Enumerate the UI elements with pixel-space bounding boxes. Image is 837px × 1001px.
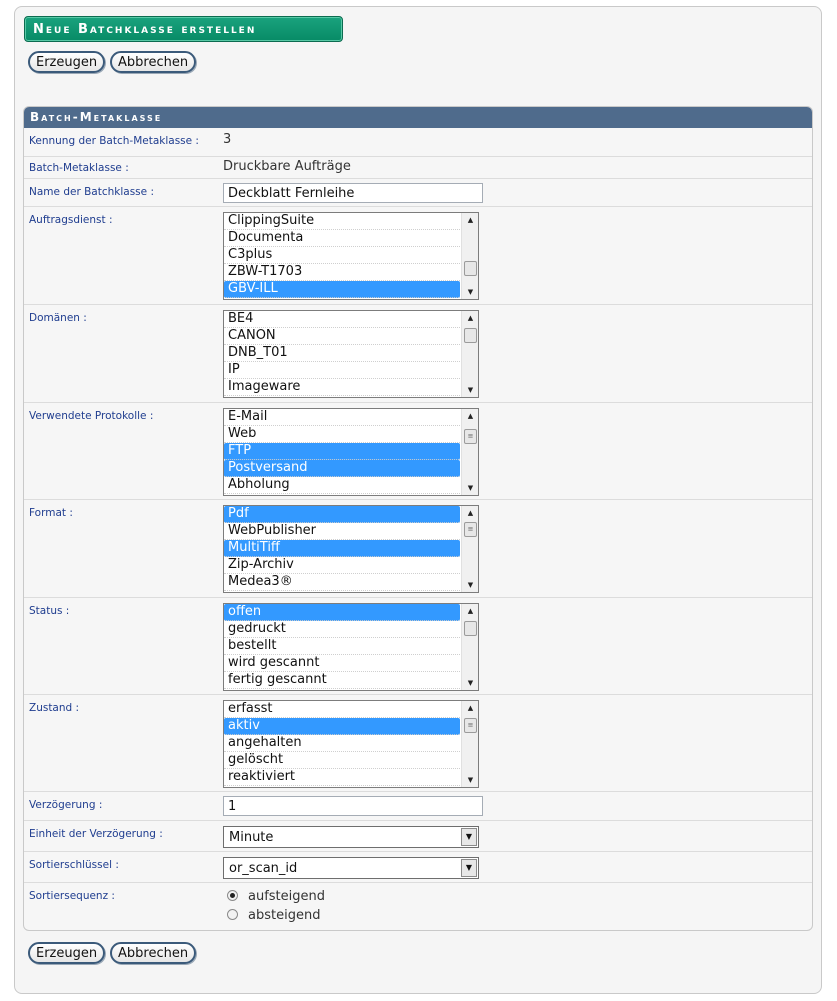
scroll-up-icon[interactable]: ▲ xyxy=(467,704,474,712)
metaclass-label: Batch-Metaklasse : xyxy=(29,162,129,174)
chevron-down-icon[interactable]: ▼ xyxy=(461,828,477,846)
row-delay xyxy=(24,792,813,821)
state-label: Zustand : xyxy=(29,702,80,714)
list-option[interactable]: Imageware xyxy=(224,379,460,396)
row-domains xyxy=(24,305,813,403)
list-option[interactable]: ZBW-T1703 xyxy=(224,264,460,281)
cancel-button-bottom[interactable]: Abbrechen xyxy=(110,942,196,964)
list-option[interactable]: C3plus xyxy=(224,247,460,264)
list-option[interactable]: Zip-Archiv xyxy=(224,557,460,574)
status-label: Status : xyxy=(29,605,70,617)
list-option[interactable]: DNB_T01 xyxy=(224,345,460,362)
row-delay-unit xyxy=(24,821,813,852)
list-option[interactable]: WebPublisher xyxy=(224,523,460,540)
sort-key-value: or_scan_id xyxy=(229,861,298,876)
delay-unit-label: Einheit der Verzögerung : xyxy=(29,828,163,840)
ascending-label: aufsteigend xyxy=(248,889,326,904)
protocols-listbox[interactable] xyxy=(223,408,479,496)
sort-ascending[interactable] xyxy=(227,889,325,907)
cancel-button-top[interactable]: Abbrechen xyxy=(110,51,196,73)
scroll-thumb[interactable] xyxy=(464,621,477,636)
name-label: Name der Batchklasse : xyxy=(29,186,154,198)
metaclass-value: Druckbare Aufträge xyxy=(223,159,351,174)
name-input[interactable] xyxy=(223,183,483,203)
domains-listbox[interactable] xyxy=(223,310,479,398)
list-option[interactable]: bestellt xyxy=(224,638,460,655)
row-name xyxy=(24,179,813,207)
delay-input[interactable] xyxy=(223,796,483,816)
id-label: Kennung der Batch-Metaklasse : xyxy=(29,135,199,147)
chevron-down-icon[interactable]: ▼ xyxy=(461,859,477,877)
delay-unit-value: Minute xyxy=(229,830,274,845)
radio-ascending[interactable] xyxy=(227,890,238,901)
list-option[interactable]: gelöscht xyxy=(224,752,460,769)
list-option[interactable]: ClippingSuite xyxy=(224,213,460,230)
descending-label: absteigend xyxy=(248,908,321,923)
list-option[interactable]: erfasst xyxy=(224,701,460,718)
list-option[interactable]: gedruckt xyxy=(224,621,460,638)
list-option[interactable]: Postversand xyxy=(224,460,460,477)
scroll-thumb[interactable]: ≡ xyxy=(464,718,477,733)
scroll-up-icon[interactable]: ▲ xyxy=(467,216,474,224)
protocols-scrollbar[interactable] xyxy=(461,409,478,495)
scroll-down-icon[interactable]: ▼ xyxy=(467,288,474,296)
sort-key-label: Sortierschlüssel : xyxy=(29,859,119,871)
list-option[interactable]: offen xyxy=(224,604,460,621)
list-option[interactable]: IP xyxy=(224,362,460,379)
list-option[interactable]: Medea3® xyxy=(224,574,460,591)
format-scrollbar[interactable] xyxy=(461,506,478,592)
list-option[interactable]: MultiTiff xyxy=(224,540,460,557)
list-option[interactable]: BE4 xyxy=(224,311,460,328)
list-option[interactable]: Web xyxy=(224,426,460,443)
sort-order-label: Sortiersequenz : xyxy=(29,890,115,902)
scroll-up-icon[interactable]: ▲ xyxy=(467,314,474,322)
row-format xyxy=(24,500,813,598)
create-button-bottom[interactable]: Erzeugen xyxy=(28,942,105,964)
scroll-down-icon[interactable]: ▼ xyxy=(467,776,474,784)
row-metaclass xyxy=(24,157,813,179)
scroll-down-icon[interactable]: ▼ xyxy=(467,386,474,394)
delay-unit-select[interactable] xyxy=(223,826,479,848)
list-option[interactable]: angehalten xyxy=(224,735,460,752)
row-id xyxy=(24,128,813,157)
sort-key-select[interactable] xyxy=(223,857,479,879)
service-scrollbar[interactable] xyxy=(461,213,478,299)
scroll-thumb[interactable] xyxy=(464,328,477,343)
format-label: Format : xyxy=(29,507,73,519)
page-title: Neue Batchklasse erstellen xyxy=(24,16,343,42)
status-scrollbar[interactable] xyxy=(461,604,478,690)
scroll-thumb[interactable]: ≡ xyxy=(464,429,477,444)
scroll-up-icon[interactable]: ▲ xyxy=(467,412,474,420)
list-option[interactable]: wird gescannt xyxy=(224,655,460,672)
scroll-thumb[interactable] xyxy=(464,261,477,276)
list-option[interactable]: fertig gescannt xyxy=(224,672,460,689)
domains-label: Domänen : xyxy=(29,312,87,324)
list-option[interactable]: CANON xyxy=(224,328,460,345)
scroll-down-icon[interactable]: ▼ xyxy=(467,679,474,687)
list-option[interactable]: Abholung xyxy=(224,477,460,494)
protocols-label: Verwendete Protokolle : xyxy=(29,410,154,422)
service-label: Auftragsdienst : xyxy=(29,214,113,226)
list-option[interactable]: Documenta xyxy=(224,230,460,247)
state-listbox[interactable] xyxy=(223,700,479,788)
domains-scrollbar[interactable] xyxy=(461,311,478,397)
id-value: 3 xyxy=(223,132,232,147)
scroll-down-icon[interactable]: ▼ xyxy=(467,484,474,492)
list-option[interactable]: E-Mail xyxy=(224,409,460,426)
row-service xyxy=(24,207,813,305)
scroll-thumb[interactable]: ≡ xyxy=(464,522,477,537)
list-option[interactable]: reaktiviert xyxy=(224,769,460,786)
list-option[interactable]: aktiv xyxy=(224,718,460,735)
service-listbox[interactable] xyxy=(223,212,479,300)
row-sort-key xyxy=(24,852,813,883)
list-option[interactable]: FTP xyxy=(224,443,460,460)
scroll-down-icon[interactable]: ▼ xyxy=(467,581,474,589)
state-scrollbar[interactable] xyxy=(461,701,478,787)
create-button-top[interactable]: Erzeugen xyxy=(28,51,105,73)
batch-metaclass-panel xyxy=(23,106,813,931)
scroll-up-icon[interactable]: ▲ xyxy=(467,509,474,517)
list-option[interactable]: Pdf xyxy=(224,506,460,523)
radio-descending[interactable] xyxy=(227,909,238,920)
row-status xyxy=(24,598,813,695)
row-protocols xyxy=(24,403,813,500)
row-sort-order xyxy=(24,883,813,931)
sort-descending[interactable] xyxy=(227,908,320,926)
list-option[interactable]: GBV-ILL xyxy=(224,281,460,298)
format-listbox[interactable] xyxy=(223,505,479,593)
status-listbox[interactable] xyxy=(223,603,479,691)
delay-label: Verzögerung : xyxy=(29,799,103,811)
row-state xyxy=(24,695,813,792)
section-title: Batch-Metaklasse xyxy=(24,107,812,128)
scroll-up-icon[interactable]: ▲ xyxy=(467,607,474,615)
